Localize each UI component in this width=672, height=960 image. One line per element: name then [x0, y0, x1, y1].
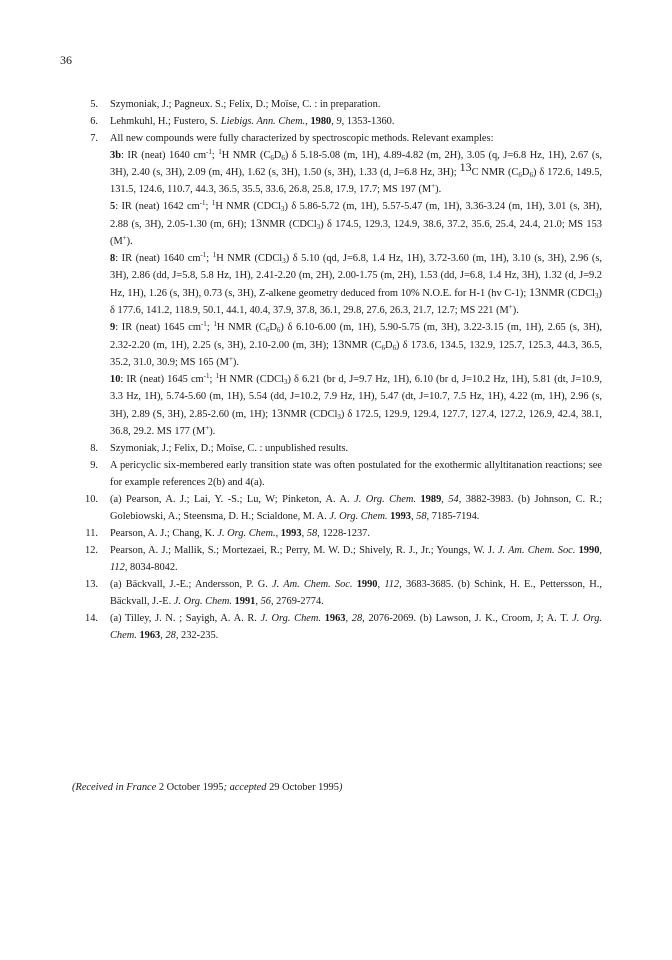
compound-data: [110, 319, 602, 371]
compound-label: 10: [110, 374, 121, 385]
reference-number: 11.: [85, 528, 98, 539]
reference-text: A pericyclic six-membered early transition state was often postulated for the exothermic allyltitanation reactions; see for example references 2(b) and 4(a).: [110, 460, 602, 488]
reference-item: [72, 610, 602, 644]
reference-text: (a) Bäckvall, J.-E.; Andersson, P. G. J. Am. Chem. Soc. 1990, 112, 3683-3685. (b) Schink, H. E., Pettersson, H., Bäckvall, J.-E. J. Org. Chem. 1991, 56, 2769-2774.: [110, 579, 602, 607]
received-date: 2 October 1995: [158, 782, 224, 793]
reference-item: [72, 576, 602, 610]
page-number: 36: [60, 53, 72, 67]
reference-item: [72, 525, 602, 542]
reference-item: [72, 542, 602, 576]
reference-text: Lehmkuhl, H.; Fustero, S. Liebigs. Ann. Chem., 1980, 9, 1353-1360.: [110, 116, 395, 127]
reference-item: [72, 440, 602, 457]
characterization-intro: All new compounds were fully characterized by spectroscopic methods. Relevant examples:: [110, 133, 494, 144]
reference-text: [110, 130, 602, 440]
compound-spectra: : IR (neat) 1645 $cm^{-1}$; $^1$H NMR $(C_6D_6)$ δ 6.10-6.00 (m, 1H), 5.90-5.75 (m, 3H), 3.22-3.15 (m, 1H), 2.65 (s, 3H), 2.32-2.20 (m, 1H), 2.25 (s, 3H), 2.10-2.00 (m, 3H); 13NMR $(C_6D_6)$ δ 173.6, 134.5, 132.9, 125.7, 125.3, 44.3, 36.5, 35.2, 31.0, 30.9; MS 165 (M+).: [110, 320, 603, 368]
reference-number: 13.: [85, 579, 98, 590]
compound-label: 3b: [110, 150, 121, 161]
reference-number: 10.: [85, 494, 98, 505]
reference-number: 12.: [85, 545, 98, 556]
reference-number: 6.: [90, 116, 98, 127]
reference-number: 5.: [90, 99, 98, 110]
reference-item: [72, 96, 602, 113]
reference-item: [72, 457, 602, 491]
compound-data: [110, 198, 602, 250]
reference-number: 7.: [90, 133, 98, 144]
compound-label: 9: [110, 322, 116, 333]
compound-spectra: : IR (neat) 1640 $cm^{-1}$; $^1$H NMR (CDCl$_3$) δ 5.10 (qd, J=6.8, 1.4 Hz, 1H), 3.72-3.60 (m, 1H), 3.10 (s, 3H), 2.96 (s, 3H), 2.86 (dd, J=5.8, 5.8 Hz, 1H), 2.41-2.20 (m, 2H), 2.00-1.75 (m, 2H), 1.53 (dd, J=6.8, 1.4 Hz, 3H), 1.32 (d, J=9.2 Hz, 1H), 1.26 (s, 3H), 0.73 (s, 3H), Z-alkene geometry deduced from 10% N.O.E. for H-1 (hv C-1); 13NMR (CDCl$_3$) δ 177.6, 141.2, 118.9, 50.1, 44.1, 40.4, 37.9, 37.8, 36.1, 29.8, 27.6, 26.3, 21.7, 12.7; MS 221 (M+).: [110, 251, 602, 316]
reference-text: (a) Tilley, J. N. ; Sayigh, A. A. R. J. Org. Chem. 1963, 28, 2076-2069. (b) Lawson, J. K., Croom, J; A. T. J. Org. Chem. 1963, 28, 232-235.: [110, 613, 602, 641]
compound-label: 5: [110, 201, 116, 212]
compound-spectra: : IR (neat) 1640 $cm^{-1}$; $^1$H NMR $(C_6D_6)$ δ 5.18-5.08 (m, 1H), 4.89-4.82 (m, 2H), 3.05 (q, J=6.8 Hz, 1H), 2.67 (s, 3H), 2.40 (s, 3H), 2.09 (m, 4H), 1.62 (s, 3H), 1.50 (s, 3H), 1.33 (d, J=6.8 Hz, 3H); $^{13}$C NMR $(C_6D_6)$ δ 172.6, 149.5, 131.5, 124.6, 110.7, 44.3, 36.5, 35.5, 33.6, 26.8, 25.8, 17.9, 17.7; MS 197 (M+).: [110, 148, 602, 195]
compound-data: [110, 147, 602, 198]
compound-label: 8: [110, 253, 116, 264]
compound-data: [110, 371, 602, 440]
reference-item-characterization: [72, 130, 602, 440]
received-note: (Received in France 2 October 1995; accepted 29 October 1995): [72, 782, 343, 793]
reference-number: 8.: [90, 443, 98, 454]
reference-text: (a) Pearson, A. J.; Lai, Y. -S.; Lu, W; Pinketon, A. A. J. Org. Chem. 1989, 54, 3882-3983. (b) Johnson, C. R.; Golebiowski, A.; Steensma, D. H.; Scialdone, M. A. J. Org. Chem. 1993, 58, 7185-7194.: [110, 494, 602, 522]
reference-item: [72, 491, 602, 525]
reference-number: 9.: [90, 460, 98, 471]
reference-number: 14.: [85, 613, 98, 624]
accepted-label: accepted: [229, 782, 267, 793]
accepted-date: 29 October 1995: [269, 782, 339, 793]
reference-text: Szymoniak, J.; Pagneux. S.; Felix, D.; Moïse, C. : in preparation.: [110, 99, 381, 110]
compound-spectra: : IR (neat) 1642 $cm^{-1}$; $^1$H NMR (CDCl$_3$) δ 5.86-5.72 (m, 1H), 5.57-5.47 (m, 1H), 3.36-3.24 (m, 1H), 3.01 (s, 3H), 2.88 (s, 3H), 2.05-1.30 (m, 6H); 13NMR (CDCl$_3$) δ 174.5, 129.3, 124.9, 38.6, 37.2, 35.6, 25.4, 24.4, 21.0; MS 153 (M+).: [110, 199, 602, 247]
reference-text: Szymoniak, J.; Felix, D.; Moïse, C. : unpublished results.: [110, 443, 349, 454]
reference-list: [72, 96, 602, 644]
reference-item: [72, 113, 602, 130]
compound-spectra: : IR (neat) 1645 $cm^{-1}$; $^1$H NMR (CDCl$_3$) δ 6.21 (br d, J=9.7 Hz, 1H), 6.10 (br d, J=10.2 Hz, 1H), 5.81 (dt, J=10.9, 3.3 Hz, 1H), 5.74-5.60 (m, 1H), 5.54 (dd, J=10.2, 7.9 Hz, 1H), 5.47 (dt, J=10.7, 7.5 Hz, 1H), 4.22 (m, 1H), 2.96 (s, 3H), 2.89 (S, 3H), 2.85-2.60 (m, 1H); 13NMR (CDCl$_3$) δ 172.5, 129.9, 129.4, 127.7, 127.4, 127.2, 126.9, 42.4, 38.1, 36.8, 29.2. MS 177 (M+).: [110, 372, 603, 437]
reference-text: Pearson, A. J.; Chang, K. J. Org. Chem., 1993, 58, 1228-1237.: [110, 528, 370, 539]
reference-text: Pearson, A. J.; Mallik, S.; Mortezaei, R.; Perry, M. W. D.; Shively, R. J., Jr.; Youngs, W. J. J. Am. Chem. Soc. 1990, 112, 8034-8042.: [110, 545, 602, 573]
compound-data: [110, 250, 602, 319]
received-label: Received in France: [75, 782, 157, 793]
